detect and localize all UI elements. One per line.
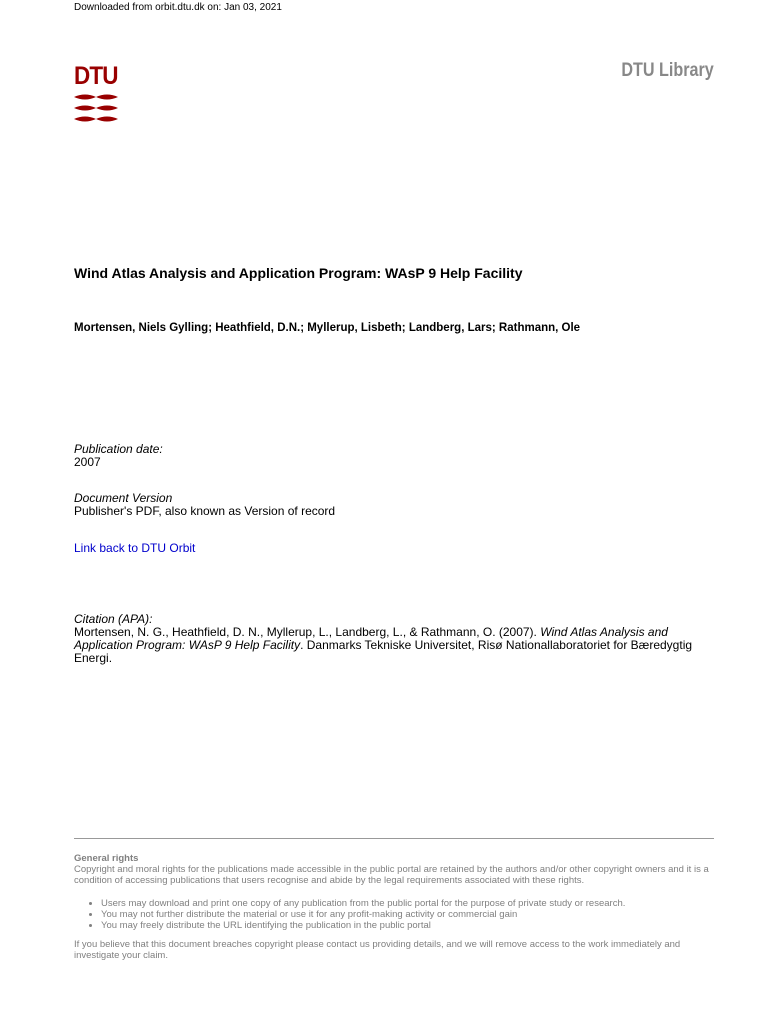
dtu-library-label: DTU Library [621,60,714,81]
document-version-label: Document Version [74,491,173,505]
general-rights [74,853,719,961]
document-version [74,492,335,518]
dtu-logo [74,64,118,126]
download-note: Downloaded from orbit.dtu.dk on: Jan 03, 2021 [74,2,282,13]
citation-text [74,626,719,665]
list-item: • You may not further distribute the material or use it for any profit-making activity or commercial gain [101,909,719,920]
publication-date-label: Publication date: [74,442,163,456]
authors: Mortensen, Niels Gylling; Heathfield, D.N.; Myllerup, Lisbeth; Landberg, Lars; Rathmann, Ole [74,322,581,334]
list-item: • Users may download and print one copy of any publication from the public portal for the purpose of private study or research. [101,898,719,909]
document-title: Wind Atlas Analysis and Application Program: WAsP 9 Help Facility [74,265,523,281]
document-version-value: Publisher's PDF, also known as Version of record [74,504,336,518]
dtu-logo-mark-icon [74,92,118,126]
general-rights-list [74,898,719,931]
general-rights-heading: General rights [74,853,139,864]
citation-text-title: Wind Atlas Analysis and Application Program: WAsP 9 Help Facility [74,625,668,652]
publication-date [74,443,163,469]
link-back-to-dtu-orbit[interactable]: Link back to DTU Orbit [74,541,196,555]
list-item: • You may freely distribute the URL identifying the publication in the public portal [101,920,719,931]
general-rights-intro: Copyright and moral rights for the publications made accessible in the public portal are retained by the authors and/or other copyright owners and it is a condition of accessing publications that users recognise and abide by the legal requirements associated with these rights. [74,864,709,886]
general-rights-outro: If you believe that this document breaches copyright please contact us providing details, and we will remove access to the work immediately and investigate your claim. [74,939,681,961]
dtu-logo-text: DTU [74,62,118,90]
citation-text-before: Mortensen, N. G., Heathfield, D. N., Myllerup, L., Landberg, L., & Rathmann, O. (2007). [74,625,541,639]
divider [74,838,714,839]
citation [74,613,719,665]
publication-date-value: 2007 [74,455,101,469]
citation-label: Citation (APA): [74,612,153,626]
citation-text-after: . Danmarks Tekniske Universitet, Risø Nationallaboratoriet for Bæredygtig Energi. [74,638,693,665]
